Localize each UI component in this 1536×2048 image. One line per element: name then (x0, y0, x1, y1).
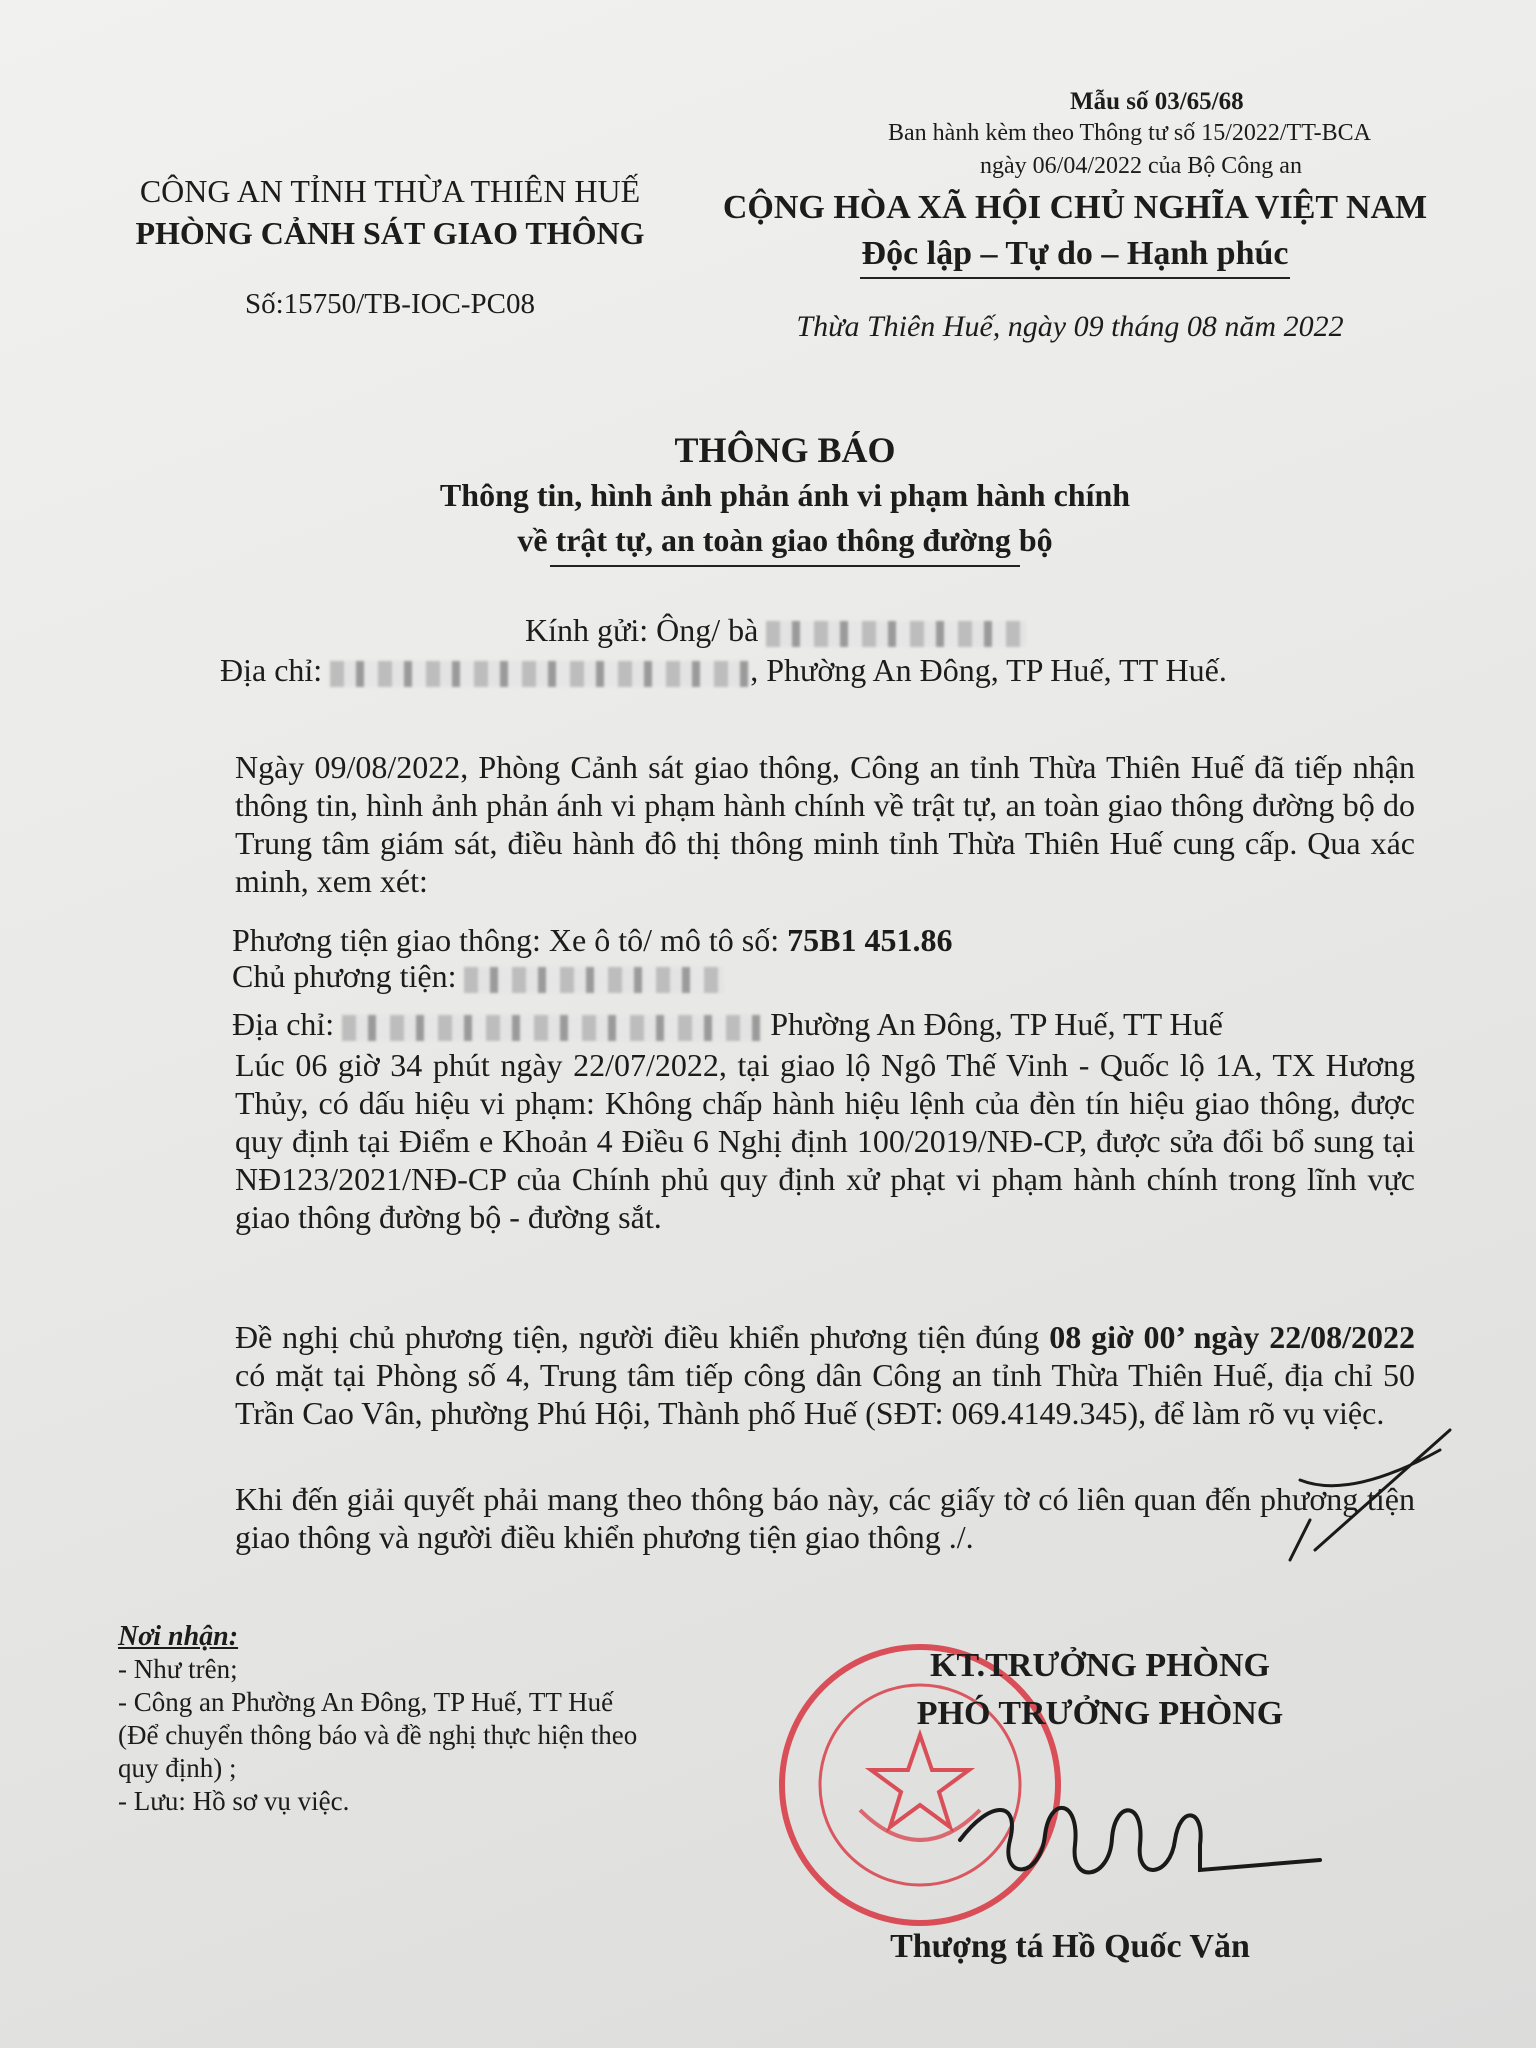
document-number: Số:15750/TB-IOC-PC08 (244, 288, 536, 320)
receiver-item: - Lưu: Hồ sơ vụ việc. (118, 1786, 350, 1816)
owner-line (232, 958, 724, 995)
redacted-name (766, 621, 1026, 647)
signature-title-2: PHÓ TRƯỞNG PHÒNG (916, 1695, 1284, 1732)
vehicle-line (232, 922, 952, 959)
issued-by-line-2: ngày 06/04/2022 của Bộ Công an (980, 153, 1302, 179)
signature-title-1: KT.TRƯỞNG PHÒNG (930, 1647, 1270, 1684)
redacted-address (330, 661, 750, 687)
recipient-line (525, 612, 1026, 649)
form-number: Mẫu số 03/65/68 (1070, 88, 1244, 115)
motto-underline (860, 277, 1290, 279)
receiver-item: quy định) ; (118, 1753, 237, 1783)
appointment-time: 08 giờ 00’ ngày 22/08/2022 (1049, 1319, 1416, 1355)
signer-name: Thượng tá Hồ Quốc Văn (890, 1928, 1250, 1965)
owner-address-label: Địa chỉ: (232, 1006, 335, 1042)
paragraph-2 (115, 1046, 1415, 1236)
owner-address-tail: Phường An Đông, TP Huế, TT Huế (770, 1006, 1223, 1042)
place-and-date: Thừa Thiên Huế, ngày 09 tháng 08 năm 2022 (796, 310, 1344, 343)
paragraph-3-a: Đề nghị chủ phương tiện, người điều khiển phương tiện đúng (235, 1319, 1040, 1355)
vehicle-plate: 75B1 451.86 (787, 922, 953, 958)
receiver-item: - Công an Phường An Đông, TP Huế, TT Huế (118, 1687, 614, 1717)
receiver-item: - Như trên; (118, 1654, 238, 1684)
paragraph-1 (115, 748, 1415, 900)
owner-address-line (232, 1006, 1223, 1043)
issued-by-line-1: Ban hành kèm theo Thông tư số 15/2022/TT-BCA (888, 120, 1371, 146)
signature-block (820, 1642, 1380, 1738)
recipient-label: Kính gửi: Ông/ bà (525, 612, 759, 648)
issuing-agency (100, 170, 680, 254)
vehicle-label: Phương tiện giao thông: Xe ô tô/ mô tô số: (232, 922, 780, 958)
title-line-2: Thông tin, hình ảnh phản ánh vi phạm hành chính (439, 477, 1131, 513)
paragraph-2-text: Lúc 06 giờ 34 phút ngày 22/07/2022, tại giao lộ Ngô Thế Vinh - Quốc lộ 1A, TX Hương Thủy, có dấu hiệu vi phạm: Không chấp hành hiệu lệnh của đèn tín hiệu giao thông, được quy định tại Điểm e Khoản 4 Điều 6 Nghị định 100/2019/NĐ-CP, được sửa đổi bổ sung tại NĐ123/2021/NĐ-CP của Chính phủ quy định xử phạt vi phạm hành chính trong lĩnh vực giao thông đường bộ - đường sắt. (235, 1047, 1415, 1235)
agency-line-2: PHÒNG CẢNH SÁT GIAO THÔNG (135, 215, 645, 251)
national-motto (700, 185, 1450, 279)
paragraph-3-b: có mặt tại Phòng số 4, Trung tâm tiếp công dân Công an tỉnh Thừa Thiên Huế, địa chỉ 50 Trần Cao Vân, phường Phú Hội, Thành phố Huế (SĐT: 069.4149.345), để làm rõ vụ việc. (235, 1357, 1415, 1431)
nation-line-2: Độc lập – Tự do – Hạnh phúc (861, 235, 1289, 272)
title-line-3: về trật tự, an toàn giao thông đường bộ (517, 522, 1053, 558)
paragraph-1-text: Ngày 09/08/2022, Phòng Cảnh sát giao thông, Công an tỉnh Thừa Thiên Huế đã tiếp nhận thông tin, hình ảnh phản ánh vi phạm hành chính về trật tự, an toàn giao thông đường bộ do Trung tâm giám sát, điều hành đô thị thông minh tỉnh Thừa Thiên Huế cung cấp. Qua xác minh, xem xét: (235, 749, 1415, 899)
receivers-block (118, 1620, 637, 1818)
address-tail: , Phường An Đông, TP Huế, TT Huế. (750, 652, 1227, 688)
receiver-item: (Để chuyển thông báo và đề nghị thực hiện theo (118, 1720, 638, 1750)
redacted-owner-address (342, 1015, 762, 1041)
paragraph-4-text: Khi đến giải quyết phải mang theo thông báo này, các giấy tờ có liên quan đến phương tiện giao thông và người điều khiển phương tiện giao thông ./. (235, 1481, 1415, 1555)
nation-line-1: CỘNG HÒA XÃ HỘI CHỦ NGHĨA VIỆT NAM (722, 189, 1428, 226)
handwritten-signature-icon (950, 1760, 1330, 1910)
agency-line-1: CÔNG AN TỈNH THỪA THIÊN HUẾ (139, 173, 641, 209)
paragraph-4 (115, 1480, 1415, 1556)
title-main: THÔNG BÁO (674, 430, 896, 470)
receivers-heading: Nơi nhận: (118, 1621, 239, 1652)
owner-label: Chủ phương tiện: (232, 958, 457, 994)
paragraph-3 (115, 1318, 1415, 1432)
title-underline (550, 565, 1020, 567)
redacted-owner (464, 967, 724, 993)
document-title (200, 428, 1370, 567)
address-label: Địa chỉ: (220, 652, 323, 688)
handwritten-check-mark-icon (1270, 1410, 1460, 1580)
recipient-address-line (220, 652, 1227, 689)
